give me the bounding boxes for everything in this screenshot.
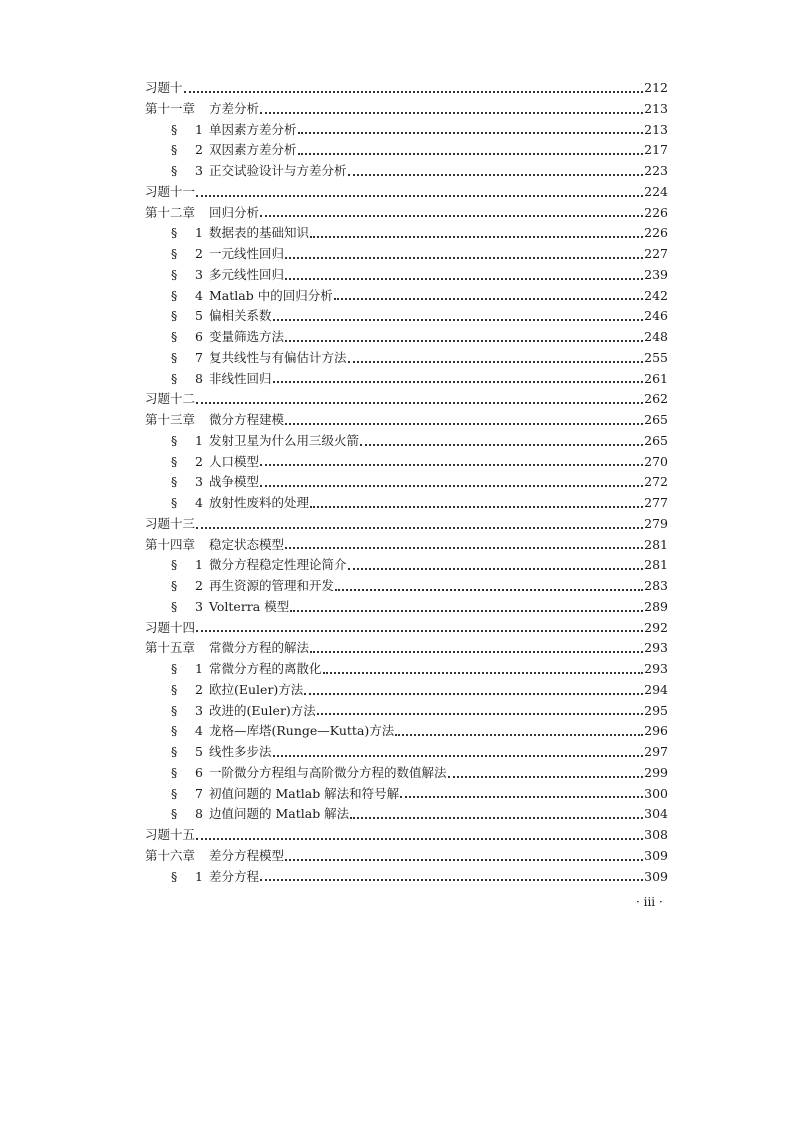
entry-title: 变量筛选方法 [209, 329, 285, 344]
chapter-label: 第十六章 [145, 847, 196, 863]
entry-page-number: 213 [644, 121, 668, 137]
dot-leader [273, 754, 644, 757]
section-mark: § [171, 495, 178, 510]
toc-chapter-entry [145, 410, 668, 431]
toc-section-entry [145, 327, 668, 348]
dot-leader [310, 650, 643, 653]
entry-title: 改进的(Euler)方法 [209, 702, 316, 718]
entry-page-number: 279 [644, 515, 668, 531]
entry-title: 战争模型 [209, 474, 260, 490]
entry-title: 欧拉(Euler)方法 [209, 681, 304, 697]
entry-title: Matlab 中的回归分析 [209, 287, 333, 303]
section-number: 4 [195, 495, 203, 510]
dot-leader [310, 235, 643, 238]
dot-leader [285, 422, 643, 425]
section-mark: § [171, 349, 178, 365]
dot-leader [285, 546, 643, 549]
entry-page-number: 289 [644, 598, 668, 614]
section-mark: § [171, 163, 178, 178]
dot-leader [360, 443, 643, 446]
section-number: 7 [195, 785, 203, 801]
entry-page-number: 277 [644, 495, 668, 510]
entry-title: 发射卫星为什么用三级火箭 [209, 432, 360, 448]
section-mark: § [171, 121, 178, 137]
dot-leader [348, 360, 644, 363]
dot-leader [395, 733, 643, 736]
dot-leader [273, 380, 644, 383]
entry-title: 人口模型 [209, 453, 260, 469]
dot-leader [348, 567, 644, 570]
section-number: 5 [195, 308, 203, 324]
section-number: 3 [195, 163, 203, 178]
entry-title: 微分方程稳定性理论简介 [209, 557, 347, 573]
section-number: 6 [195, 329, 203, 344]
dot-leader [400, 795, 643, 798]
dot-leader [273, 318, 644, 321]
toc-section-entry [145, 244, 668, 265]
entry-title: 稳定状态模型 [209, 536, 285, 552]
section-mark: § [171, 598, 178, 614]
toc-section-entry [145, 265, 668, 286]
section-mark: § [171, 142, 178, 158]
section-number: 3 [195, 702, 203, 718]
dot-leader [298, 152, 644, 155]
section-mark: § [171, 225, 178, 241]
entry-page-number: 227 [644, 246, 668, 261]
entry-page-number: 283 [644, 578, 668, 593]
entry-page-number: 292 [644, 619, 668, 635]
toc-section-entry [145, 120, 668, 141]
section-number: 8 [195, 370, 203, 386]
section-number: 1 [195, 868, 203, 884]
dot-leader [260, 463, 643, 466]
entry-title: 习题十三 [145, 515, 196, 531]
toc-section-entry [145, 555, 668, 576]
dot-leader [348, 173, 644, 176]
entry-page-number: 226 [644, 204, 668, 220]
entry-title: 再生资源的管理和开发 [209, 578, 335, 593]
section-mark: § [171, 474, 178, 490]
entry-page-number: 248 [644, 329, 668, 344]
section-mark: § [171, 266, 178, 282]
toc-exercise-entry [145, 825, 668, 846]
toc-section-entry [145, 431, 668, 452]
entry-title: 回归分析 [209, 204, 260, 220]
dot-leader [298, 131, 644, 134]
section-number: 2 [195, 578, 203, 593]
entry-title: 习题十二 [145, 391, 196, 407]
section-mark: § [171, 578, 178, 593]
toc-exercise-entry [145, 514, 668, 535]
entry-title: 方差分析 [209, 100, 260, 116]
section-mark: § [171, 702, 178, 718]
entry-page-number: 295 [644, 702, 668, 718]
chapter-label: 第十三章 [145, 412, 196, 427]
toc-section-entry [145, 452, 668, 473]
toc-chapter-entry [145, 99, 668, 120]
entry-page-number: 296 [644, 723, 668, 739]
entry-page-number: 224 [644, 183, 668, 199]
entry-title: 常微分方程的离散化 [209, 661, 322, 676]
section-number: 2 [195, 142, 203, 158]
entry-page-number: 281 [644, 536, 668, 552]
entry-title: 多元线性回归 [209, 266, 285, 282]
table-of-contents [145, 78, 668, 887]
toc-section-entry [145, 659, 668, 680]
entry-page-number: 226 [644, 225, 668, 241]
entry-page-number: 213 [644, 100, 668, 116]
toc-chapter-entry [145, 638, 668, 659]
section-mark: § [171, 764, 178, 780]
section-mark: § [171, 432, 178, 448]
section-mark: § [171, 868, 178, 884]
dot-leader [304, 692, 643, 695]
toc-section-entry [145, 576, 668, 597]
entry-title: 初值问题的 Matlab 解法和符号解 [209, 785, 400, 801]
dot-leader [260, 214, 643, 217]
toc-section-entry [145, 742, 668, 763]
entry-title: 龙格—库塔(Runge—Kutta)方法 [209, 723, 395, 739]
entry-page-number: 270 [644, 453, 668, 469]
entry-page-number: 265 [644, 412, 668, 427]
entry-title: 习题十五 [145, 827, 196, 842]
toc-chapter-entry [145, 846, 668, 867]
toc-section-entry [145, 286, 668, 307]
toc-exercise-entry [145, 182, 668, 203]
toc-section-entry [145, 721, 668, 742]
entry-title: 双因素方差分析 [209, 142, 297, 158]
entry-page-number: 300 [644, 785, 668, 801]
section-mark: § [171, 329, 178, 344]
entry-title: 边值问题的 Matlab 解法 [209, 806, 350, 822]
toc-section-entry [145, 804, 668, 825]
toc-section-entry [145, 867, 668, 888]
section-number: 2 [195, 453, 203, 469]
section-mark: § [171, 785, 178, 801]
dot-leader [285, 277, 643, 280]
section-mark: § [171, 806, 178, 822]
toc-section-entry [145, 493, 668, 514]
section-number: 6 [195, 764, 203, 780]
entry-page-number: 265 [644, 432, 668, 448]
entry-page-number: 242 [644, 287, 668, 303]
section-number: 4 [195, 287, 203, 303]
section-number: 4 [195, 723, 203, 739]
entry-page-number: 309 [644, 868, 668, 884]
dot-leader [260, 111, 643, 114]
entry-title: 微分方程建模 [209, 412, 285, 427]
section-number: 8 [195, 806, 203, 822]
dot-leader [196, 526, 643, 529]
section-mark: § [171, 661, 178, 676]
section-mark: § [171, 557, 178, 573]
toc-exercise-entry [145, 78, 668, 99]
section-number: 7 [195, 349, 203, 365]
chapter-label: 第十一章 [145, 100, 196, 116]
entry-page-number: 304 [644, 806, 668, 822]
toc-section-entry [145, 784, 668, 805]
toc-section-entry [145, 597, 668, 618]
section-number: 1 [195, 557, 203, 573]
entry-page-number: 308 [644, 827, 668, 842]
entry-page-number: 293 [644, 640, 668, 656]
toc-chapter-entry [145, 203, 668, 224]
entry-title: 一元线性回归 [209, 246, 285, 261]
entry-title: 正交试验设计与方差分析 [209, 163, 347, 178]
section-number: 1 [195, 661, 203, 676]
section-number: 1 [195, 225, 203, 241]
entry-page-number: 239 [644, 266, 668, 282]
dot-leader [184, 90, 644, 93]
dot-leader [285, 858, 643, 861]
section-number: 1 [195, 121, 203, 137]
dot-leader [285, 256, 643, 259]
dot-leader [260, 484, 643, 487]
toc-section-entry [145, 680, 668, 701]
page-number: · iii · [636, 895, 663, 909]
section-mark: § [171, 453, 178, 469]
dot-leader [310, 505, 643, 508]
entry-title: 放射性废料的处理 [209, 495, 310, 510]
section-number: 2 [195, 246, 203, 261]
entry-title: 复共线性与有偏估计方法 [209, 349, 347, 365]
entry-title: 线性多步法 [209, 744, 272, 759]
section-number: 2 [195, 681, 203, 697]
entry-page-number: 272 [644, 474, 668, 490]
entry-title: Volterra 模型 [209, 598, 290, 614]
toc-chapter-entry [145, 535, 668, 556]
entry-page-number: 294 [644, 681, 668, 697]
toc-exercise-entry [145, 618, 668, 639]
section-number: 3 [195, 266, 203, 282]
section-number: 3 [195, 474, 203, 490]
entry-title: 偏相关系数 [209, 308, 272, 324]
entry-title: 单因素方差分析 [209, 121, 297, 137]
entry-page-number: 262 [644, 391, 668, 407]
toc-section-entry [145, 223, 668, 244]
dot-leader [285, 339, 643, 342]
dot-leader [196, 194, 643, 197]
chapter-label: 第十五章 [145, 640, 196, 656]
dot-leader [334, 297, 643, 300]
chapter-label: 第十四章 [145, 536, 196, 552]
entry-page-number: 212 [644, 80, 668, 95]
entry-page-number: 255 [644, 349, 668, 365]
entry-page-number: 246 [644, 308, 668, 324]
entry-title: 一阶微分方程组与高阶微分方程的数值解法 [209, 764, 447, 780]
toc-section-entry [145, 763, 668, 784]
entry-title: 差分方程模型 [209, 847, 285, 863]
section-mark: § [171, 246, 178, 261]
entry-page-number: 297 [644, 744, 668, 759]
entry-title: 数据表的基础知识 [209, 225, 310, 241]
entry-page-number: 261 [644, 370, 668, 386]
dot-leader [196, 629, 643, 632]
entry-page-number: 293 [644, 661, 668, 676]
dot-leader [317, 712, 643, 715]
dot-leader [448, 775, 644, 778]
entry-page-number: 217 [644, 142, 668, 158]
toc-section-entry [145, 161, 668, 182]
section-mark: § [171, 681, 178, 697]
section-mark: § [171, 744, 178, 759]
dot-leader [323, 671, 644, 674]
section-number: 5 [195, 744, 203, 759]
dot-leader [196, 401, 643, 404]
dot-leader [335, 588, 643, 591]
section-number: 1 [195, 432, 203, 448]
entry-page-number: 223 [644, 163, 668, 178]
section-mark: § [171, 370, 178, 386]
section-mark: § [171, 723, 178, 739]
entry-title: 常微分方程的解法 [209, 640, 310, 656]
dot-leader [260, 878, 643, 881]
toc-section-entry [145, 140, 668, 161]
toc-section-entry [145, 306, 668, 327]
toc-section-entry [145, 348, 668, 369]
entry-page-number: 281 [644, 557, 668, 573]
entry-page-number: 299 [644, 764, 668, 780]
entry-title: 习题十 [145, 80, 183, 95]
entry-title: 习题十一 [145, 183, 196, 199]
section-mark: § [171, 308, 178, 324]
entry-title: 差分方程 [209, 868, 260, 884]
toc-section-entry [145, 701, 668, 722]
toc-exercise-entry [145, 389, 668, 410]
toc-section-entry [145, 472, 668, 493]
entry-title: 习题十四 [145, 619, 196, 635]
dot-leader [196, 837, 643, 840]
entry-title: 非线性回归 [209, 370, 272, 386]
section-mark: § [171, 287, 178, 303]
dot-leader [290, 609, 643, 612]
chapter-label: 第十二章 [145, 204, 196, 220]
toc-section-entry [145, 369, 668, 390]
entry-page-number: 309 [644, 847, 668, 863]
section-number: 3 [195, 598, 203, 614]
dot-leader [350, 816, 643, 819]
